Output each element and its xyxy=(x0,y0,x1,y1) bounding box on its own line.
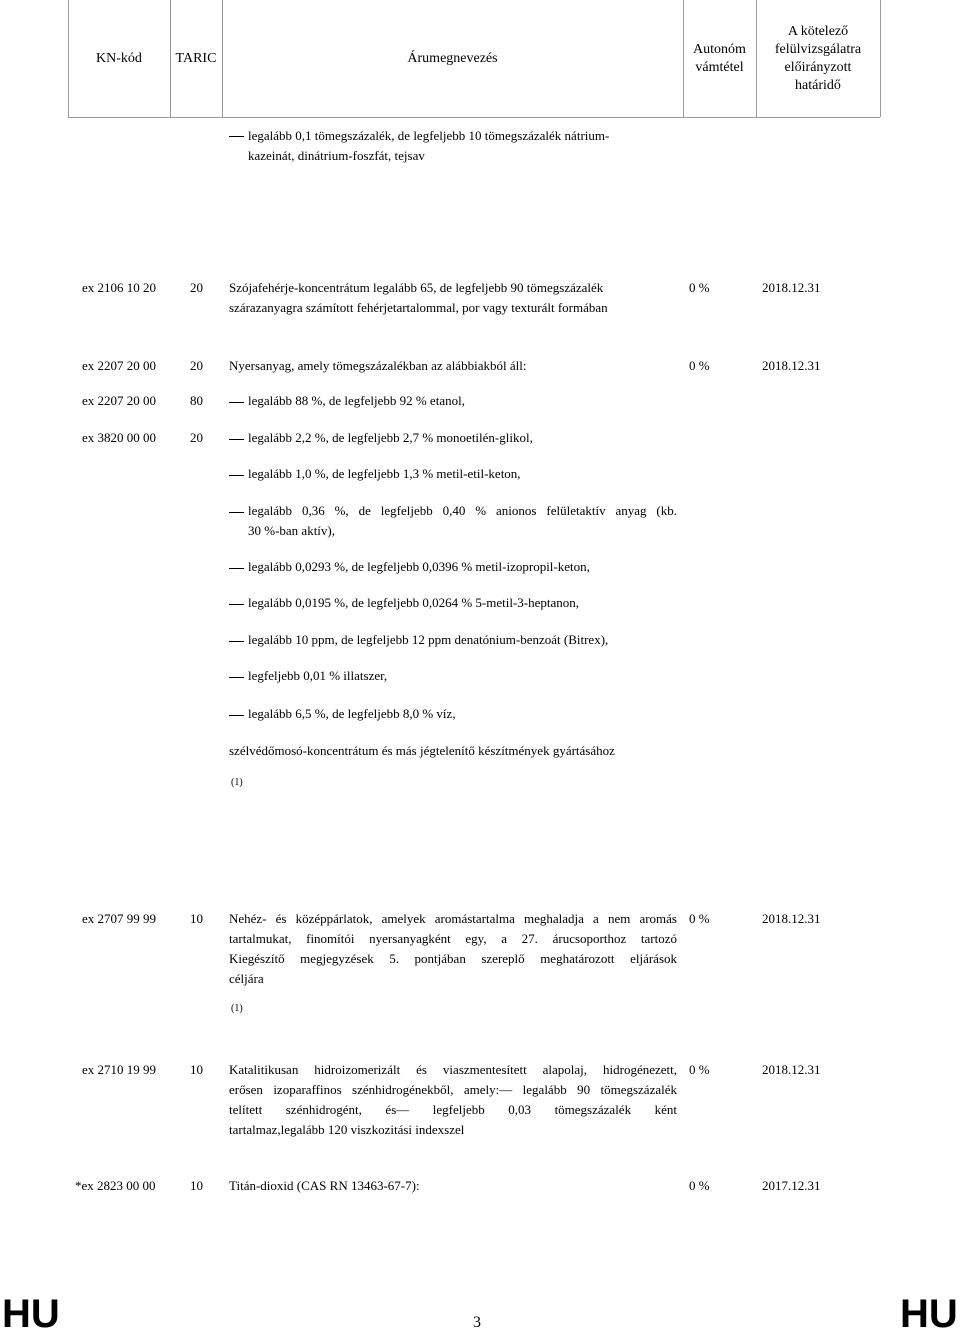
page-number: 3 xyxy=(473,1314,481,1331)
row-description: Titán-dioxid (CAS RN 13463-67-7): xyxy=(229,1178,420,1193)
dash-marker xyxy=(229,512,244,513)
header-duty-line: vámtétel xyxy=(695,59,744,75)
dash-marker xyxy=(229,402,244,403)
row-taric: 10 xyxy=(190,911,203,926)
top-item-line: legalább 0,1 tömegszázalék, de legfeljebb 10 tömegszázalék nátrium- xyxy=(248,128,610,143)
list-item: legalább 0,0293 %, de legfeljebb 0,0396 % metil-izopropil-keton, xyxy=(248,559,590,574)
header-kn-code: KN-kód xyxy=(96,50,142,66)
header-review-date xyxy=(756,0,880,117)
row-taric: 20 xyxy=(190,280,203,295)
row-date: 2018.12.31 xyxy=(762,1062,821,1077)
row-description-line: Katalitikusan hidroizomerizált és viaszmentesített alapolaj, hidrogénezett, xyxy=(229,1062,677,1077)
list-item: legalább 88 %, de legfeljebb 92 % etanol, xyxy=(248,393,465,408)
row-purpose: szélvédőmosó-koncentrátum és más jégtelenítő készítmények gyártásához xyxy=(229,743,615,758)
row-description-line: szárazanyagra számított fehérjetartalommal, por vagy texturált formában xyxy=(229,300,608,315)
row-description-line: tartalmukat, finomítói nyersanyagként egy, a 27. árucsoporthoz tartozó xyxy=(229,931,677,946)
dash-marker xyxy=(229,715,244,716)
row-duty: 0 % xyxy=(689,280,710,295)
row-taric: 20 xyxy=(190,430,203,445)
row-taric: 20 xyxy=(190,358,203,373)
dash-marker xyxy=(229,677,244,678)
list-item: legfeljebb 0,01 % illatszer, xyxy=(248,668,388,683)
row-taric: 10 xyxy=(190,1178,203,1193)
list-item: legalább 2,2 %, de legfeljebb 2,7 % monoetilén-glikol, xyxy=(248,430,533,445)
list-item-continuation: 30 %-ban aktív), xyxy=(248,523,336,538)
dash-marker xyxy=(229,604,244,605)
row-kn-code: *ex 2823 00 00 xyxy=(75,1178,156,1193)
row-taric: 10 xyxy=(190,1062,203,1077)
row-description-line: Kiegészítő megjegyzések 5. pontjában szereplő meghatározott eljárások xyxy=(229,951,677,966)
row-duty: 0 % xyxy=(689,911,710,926)
header-taric: TARIC xyxy=(175,50,217,66)
row-date: 2018.12.31 xyxy=(762,911,821,926)
dash-marker xyxy=(229,136,244,137)
row-duty: 0 % xyxy=(689,1062,710,1077)
row-description-line: Nehéz- és középpárlatok, amelyek aromástartalma meghaladja a nem aromás xyxy=(229,911,677,926)
row-kn-code: ex 3820 00 00 xyxy=(82,430,157,445)
row-date: 2018.12.31 xyxy=(762,280,821,295)
dash-marker xyxy=(229,475,244,476)
table-header xyxy=(0,0,960,118)
row-duty: 0 % xyxy=(689,1178,710,1193)
row-description-line: erősen izoparaffinos szénhidrogénekből, amely:— legalább 90 tömegszázalék xyxy=(229,1082,677,1097)
language-code-left: HU xyxy=(2,1292,60,1336)
list-item: legalább 1,0 %, de legfeljebb 1,3 % metil-etil-keton, xyxy=(248,466,521,481)
row-kn-code: ex 2207 20 00 xyxy=(82,358,157,373)
header-review-line: határidő xyxy=(795,77,841,93)
list-item: legalább 0,36 %, de legfeljebb 0,40 % anionos felületaktív anyag (kb. xyxy=(248,503,677,518)
header-review-line: A kötelező xyxy=(787,23,849,39)
top-item-line: kazeinát, dinátrium-foszfát, tejsav xyxy=(248,148,425,163)
row-date: 2017.12.31 xyxy=(762,1178,821,1193)
row-kn-code: ex 2707 99 99 xyxy=(82,911,157,926)
dash-marker xyxy=(229,641,244,642)
row-kn-code: ex 2207 20 00 xyxy=(82,393,157,408)
row-description-line: telített szénhidrogént, és— legfeljebb 0,03 tömegszázalék ként xyxy=(229,1102,677,1117)
dash-marker xyxy=(229,439,244,440)
list-item: legalább 0,0195 %, de legfeljebb 0,0264 % 5-metil-3-heptanon, xyxy=(248,595,580,610)
header-review-line: előirányzott xyxy=(784,59,852,75)
row-description-line: tartalmaz,legalább 120 viszkozitási indexszel xyxy=(229,1122,465,1137)
column-divider xyxy=(880,0,881,117)
row-description-line: céljára xyxy=(229,971,264,986)
row-description: Nyersanyag, amely tömegszázalékban az alábbiakból áll: xyxy=(229,358,527,373)
footnote-ref: (1) xyxy=(231,1003,243,1014)
header-review-line: felülvizsgálatra xyxy=(774,41,862,57)
row-kn-code: ex 2106 10 20 xyxy=(82,280,157,295)
row-duty: 0 % xyxy=(689,358,710,373)
list-item: legalább 10 ppm, de legfeljebb 12 ppm denatónium-benzoát (Bitrex), xyxy=(248,632,609,647)
row-taric: 80 xyxy=(190,393,203,408)
header-duty xyxy=(683,0,756,117)
header-duty-line: Autonóm xyxy=(693,41,746,57)
dash-marker xyxy=(229,568,244,569)
list-item: legalább 6,5 %, de legfeljebb 8,0 % víz, xyxy=(248,706,456,721)
footnote-ref: (1) xyxy=(231,777,243,788)
row-kn-code: ex 2710 19 99 xyxy=(82,1062,157,1077)
row-description-line: Szójafehérje-koncentrátum legalább 65, de legfeljebb 90 tömegszázalék xyxy=(229,280,604,295)
header-description: Árumegnevezés xyxy=(407,50,498,66)
row-date: 2018.12.31 xyxy=(762,358,821,373)
header-bottom-rule xyxy=(68,117,880,118)
language-code-right: HU xyxy=(900,1292,958,1336)
